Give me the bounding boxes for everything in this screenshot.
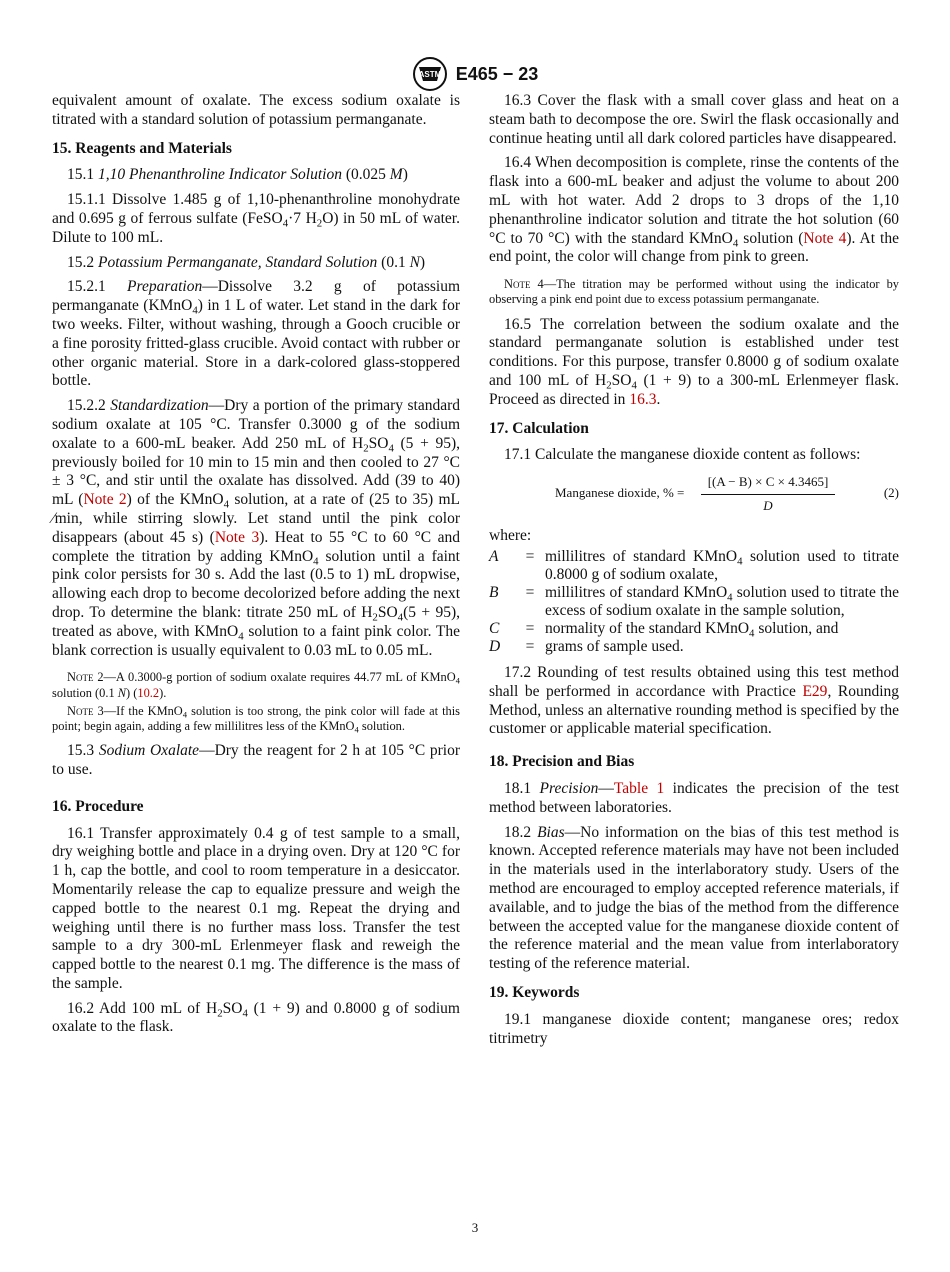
document-designation: E465 − 23 [455,63,539,84]
paragraph-15-2-1: 15.2.1 Preparation—Dissolve 3.2 g of potassium permanganate (KMnO$_4$) in 1 L of water. Let stand in the dark for two weeks. Filter, without washing, through a Gooch crucible or a fine porosity fritted-glass crucible. Avoid contact with rubber or other organic material. Store in a dark-colored glass-stoppered bottle. [52,278,460,390]
left-column [52,92,460,1043]
paragraph-18-1: 18.1 Precision—Table 1 indicates the precision of the test method between laboratories. [489,779,899,816]
paragraph-18-2: 18.2 Bias—No information on the bias of this test method is known. Accepted reference materials may have not been included in the materials used in the interlaboratory study. Users of the method are encouraged to employ accepted reference materials, if available, and to judge the bias of the method from the difference between the accepted value for the manganese dioxide content of the reference material and the mean value from interlaboratory testing of the reference material. [489,823,899,973]
page-number: 3 [471,1220,479,1235]
definition-row: C = normality of the standard KMnO$_4$ solution, and [489,619,839,640]
definition-row: B = millilitres of standard KMnO$_4$ solution used to titrate the excess of sodium oxalate in the sample solution, [489,583,899,619]
paragraph-17-2: 17.2 Rounding of test results obtained using this test method shall be performed in accordance with Practice E29, Rounding Method, unless an alternative rounding method is specified by the customer or applicable material specification. [489,663,899,738]
paragraph-15-1-1: 15.1.1 Dissolve 1.485 g of 1,10-phenanthroline monohydrate and 0.695 g of ferrous sulfate (FeSO$_4$·7 $H_2O$) in 50 mL of water. Dilute to 100 mL. [52,191,460,246]
paragraph-15-3: 15.3 Sodium Oxalate—Dry the reagent for 2 h at 105 °C prior to use. [52,742,460,778]
equation-numerator: [(A − B) × C × 4.3465] [701,473,835,495]
table-1-link[interactable]: Table 1 [613,779,665,797]
paragraph-16-5: 16.5 The correlation between the sodium oxalate and the standard permanganate solution is established under test conditions. For this purpose, transfer 0.8000 g of sodium oxalate and 100 mL of $H_2SO_4$ (1 + 9) to a 300-mL Erlenmeyer flask. Proceed as directed in 16.3. [489,315,899,408]
equation-2 [489,473,899,513]
svg-text:ASTM: ASTM [418,70,442,79]
note-4-link[interactable]: Note 4 [803,229,847,247]
paragraph-16-3: 16.3 Cover the flask with a small cover glass and heat on a steam bath to decompose the ore. Swirl the flask occasionally and continue heating until all dark colored particles have disappeared. [489,92,899,147]
note-3: Note 3—If the KMnO$_4$ solution is too strong, the pink color will fade at this point; begin again, adding a few millilitres less of the KMnO$_4$ solution. [52,703,460,735]
note-2: Note 2—A 0.3000-g portion of sodium oxalate requires 44.77 mL of KMnO$_4$ solution (0.1 N) (10.2). [52,670,460,700]
section-15-heading: 15. Reagents and Materials [52,139,232,157]
right-column [489,92,899,1054]
paragraph-16-2: 16.2 Add 100 mL of $H_2SO_4$ (1 + 9) and 0.8000 g of sodium oxalate to the flask. [52,999,460,1036]
section-16-3-link[interactable]: 16.3 [629,390,657,408]
paragraph-15-1: 15.1 1,10 Phenanthroline Indicator Solution (0.025 M) [67,166,408,184]
where-label: where: [489,527,532,545]
paragraph-15-2-2: 15.2.2 Standardization—Dry a portion of the primary standard sodium oxalate at 105 °C. Transfer 0.3000 g of the sodium oxalate to a 600-mL beaker. Add 250 mL of $H_2SO_4$ (5 + 95), previously boiled for 10 min to 15 min and then cooled to 27 °C ± 3 °C, and stir until the oxalate has dissolved. Add (39 to 40) mL (Note 2) of the KMnO$_4$ solution, at a rate of (25 to 35) mL ⁄min, while stirring slowly. Let stand until the pink color disappears (about 45 s) (Note 3). Heat to 55 °C to 60 °C and complete the titration by adding KMnO$_4$ solution until a faint pink color persists for 30 s. Add the last (0.5 to 1) mL dropwise, allowing each drop to become decolorized before adding the next drop. To determine the blank: titrate 250 mL of $H_2SO_4(5 + 95)$, treated as above, with KMnO$_4$ solution to a faint pink color. The blank correction is usually equivalent to 0.03 mL to 0.05 mL. [52,397,461,659]
paragraph-17-1: 17.1 Calculate the manganese dioxide content as follows: [504,446,861,464]
section-16-heading: 16. Procedure [52,797,144,815]
where-definitions [489,548,899,656]
paragraph-16-4: 16.4 When decomposition is complete, rinse the contents of the flask into a 600-mL beaker and adjust the volume to about 200 mL with hot water. Add 2 drops to 3 drops of the 1,10 phenanthroline indicator solution and titrate the hot solution (60 °C to 70 °C) with the standard KMnO$_4$ solution (Note 4). At the end point, the color will change from pink to green. [489,154,899,266]
section-18-heading: 18. Precision and Bias [489,753,635,771]
note-4: Note 4—The titration may be performed without using the indicator by observing a pink end point due to excess potassium permanganate. [489,277,899,307]
note-2-link[interactable]: Note 2 [83,491,127,509]
equation-lhs: Manganese dioxide, % = [555,485,685,501]
paragraph-15-2: 15.2 Potassium Permanganate, Standard Solution (0.1 N) [67,253,426,271]
astm-logo-icon [412,56,448,92]
equation-number: (2) [883,485,899,501]
paragraph-16-1: 16.1 Transfer approximately 0.4 g of test sample to a small, dry weighing bottle and place in a drying oven. Dry at 120 °C for 1 h, cap the bottle, and cool to room temperature in a desiccator. Momentarily release the cap to equalize pressure and weigh the capped bottle to the nearest 0.1 mg. Repeat the drying and weighing until there is no further mass loss. Transfer the test sample to a dry 300-mL Erlenmeyer flask and reweigh the capped bottle to the nearest 0.1 mg. The difference is the mass of the sample. [52,824,460,992]
paragraph-intro: equivalent amount of oxalate. The excess sodium oxalate is titrated with a standard solution of potassium permanganate. [52,92,460,128]
equation-denominator: D [763,497,773,513]
definition-row: A = millilitres of standard KMnO$_4$ solution used to titrate 0.8000 g of sodium oxalate, [489,547,899,583]
section-19-heading: 19. Keywords [489,983,580,1001]
note-3-link[interactable]: Note 3 [214,528,260,546]
equation-fraction [701,473,835,516]
section-10-2-link[interactable]: 10.2 [137,685,160,700]
section-17-heading: 17. Calculation [489,419,589,437]
page-header [0,56,950,92]
e29-link[interactable]: E29 [802,682,828,700]
paragraph-19-1: 19.1 manganese dioxide content; manganese ores; redox titrimetry [489,1010,899,1047]
definition-row: D = grams of sample used. [489,637,684,655]
